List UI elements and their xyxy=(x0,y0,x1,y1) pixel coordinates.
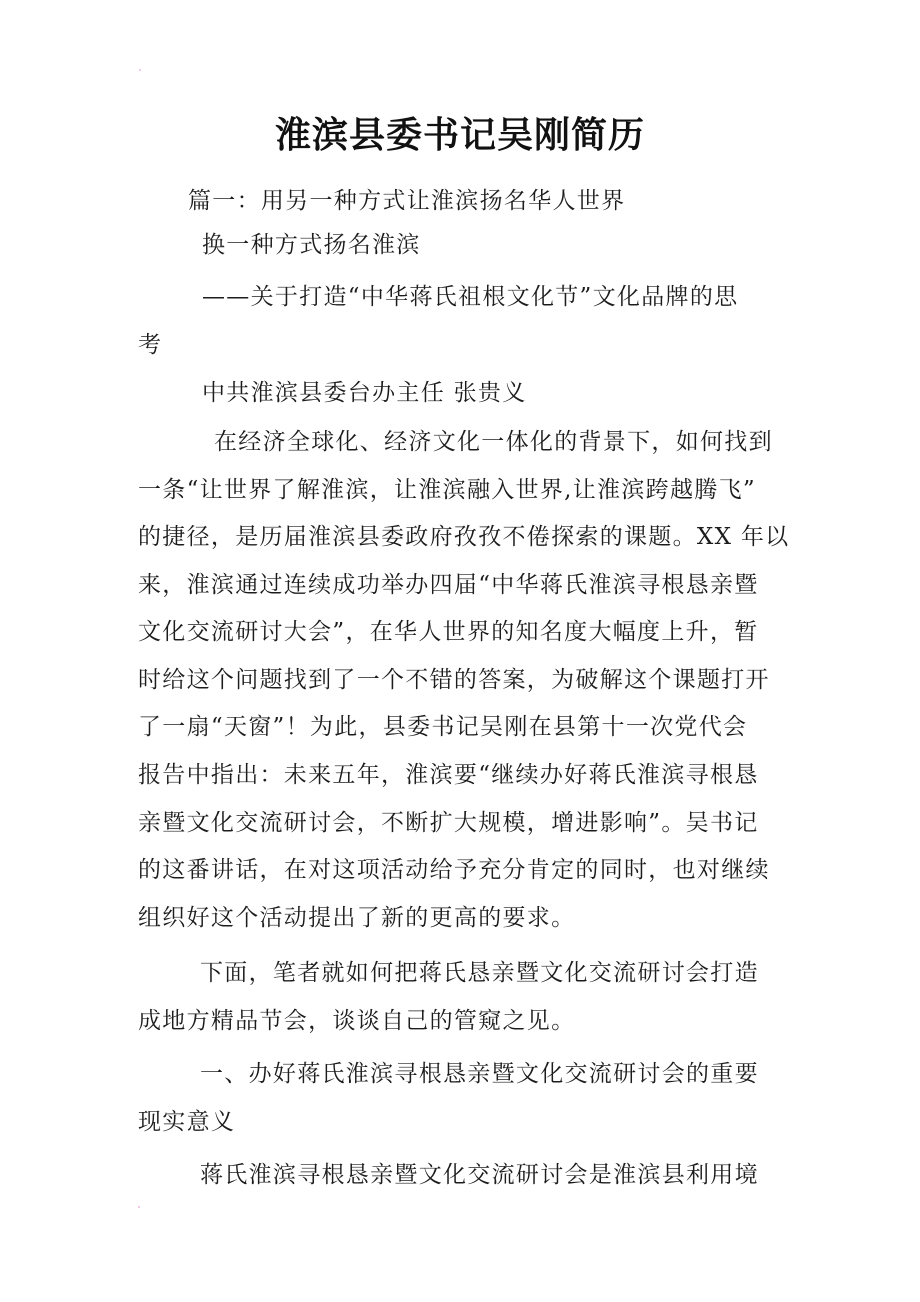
body-text-line: 篇一：用另一种方式让淮滨扬名华人世界 xyxy=(188,188,626,214)
body-text-line: 的捷径，是历届淮滨县委政府孜孜不倦探索的课题。XX 年以 xyxy=(138,524,790,550)
body-text-line: 换一种方式扬名淮滨 xyxy=(202,232,421,258)
body-text-line: 下面，笔者就如何把蒋氏恳亲暨文化交流研讨会打造 xyxy=(200,960,759,986)
page-corner-mark-top xyxy=(139,69,141,71)
body-text-line: 文化交流研讨大会”，在华人世界的知名度大幅度上升，暂 xyxy=(138,619,759,645)
body-text-line: 在经济全球化、经济文化一体化的背景下，如何找到 xyxy=(214,429,773,455)
body-text-line: 了一扇“天窗”！为此，县委书记吴刚在县第十一次党代会 xyxy=(138,714,748,740)
body-text-line: 成地方精品节会，谈谈自己的管窥之见。 xyxy=(138,1008,576,1034)
body-text-line: 亲暨文化交流研讨会，不断扩大规模，增进影响”。吴书记 xyxy=(138,810,759,836)
body-text-line: 蒋氏淮滨寻根恳亲暨文化交流研讨会是淮滨县利用境 xyxy=(200,1162,759,1188)
body-text-line: 现实意义 xyxy=(138,1109,236,1135)
body-text-line: 来，淮滨通过连续成功举办四届“中华蒋氏淮滨寻根恳亲暨 xyxy=(138,572,759,598)
document-title: 淮滨县委书记吴刚简历 xyxy=(274,115,645,156)
page-corner-mark-bottom xyxy=(138,1206,140,1208)
body-text-line: 组织好这个活动提出了新的更高的要求。 xyxy=(138,905,576,931)
body-text-line: ——关于打造“中华蒋氏祖根文化节”文化品牌的思 xyxy=(202,284,739,310)
body-text-line: 中共淮滨县委台办主任 张贵义 xyxy=(202,380,527,406)
body-text-line: 时给这个问题找到了一个不错的答案，为破解这个课题打开 xyxy=(138,667,770,693)
body-text-line: 的这番讲话，在对这项活动给予充分肯定的同时，也对继续 xyxy=(138,857,770,883)
body-text-line: 一、办好蒋氏淮滨寻根恳亲暨文化交流研讨会的重要 xyxy=(200,1061,759,1087)
body-text-line: 报告中指出：未来五年，淮滨要“继续办好蒋氏淮滨寻根恳 xyxy=(138,762,759,788)
body-text-line: 考 xyxy=(138,332,163,358)
body-text-line: 一条“让世界了解淮滨，让淮滨融入世界,让淮滨跨越腾飞” xyxy=(138,477,756,503)
